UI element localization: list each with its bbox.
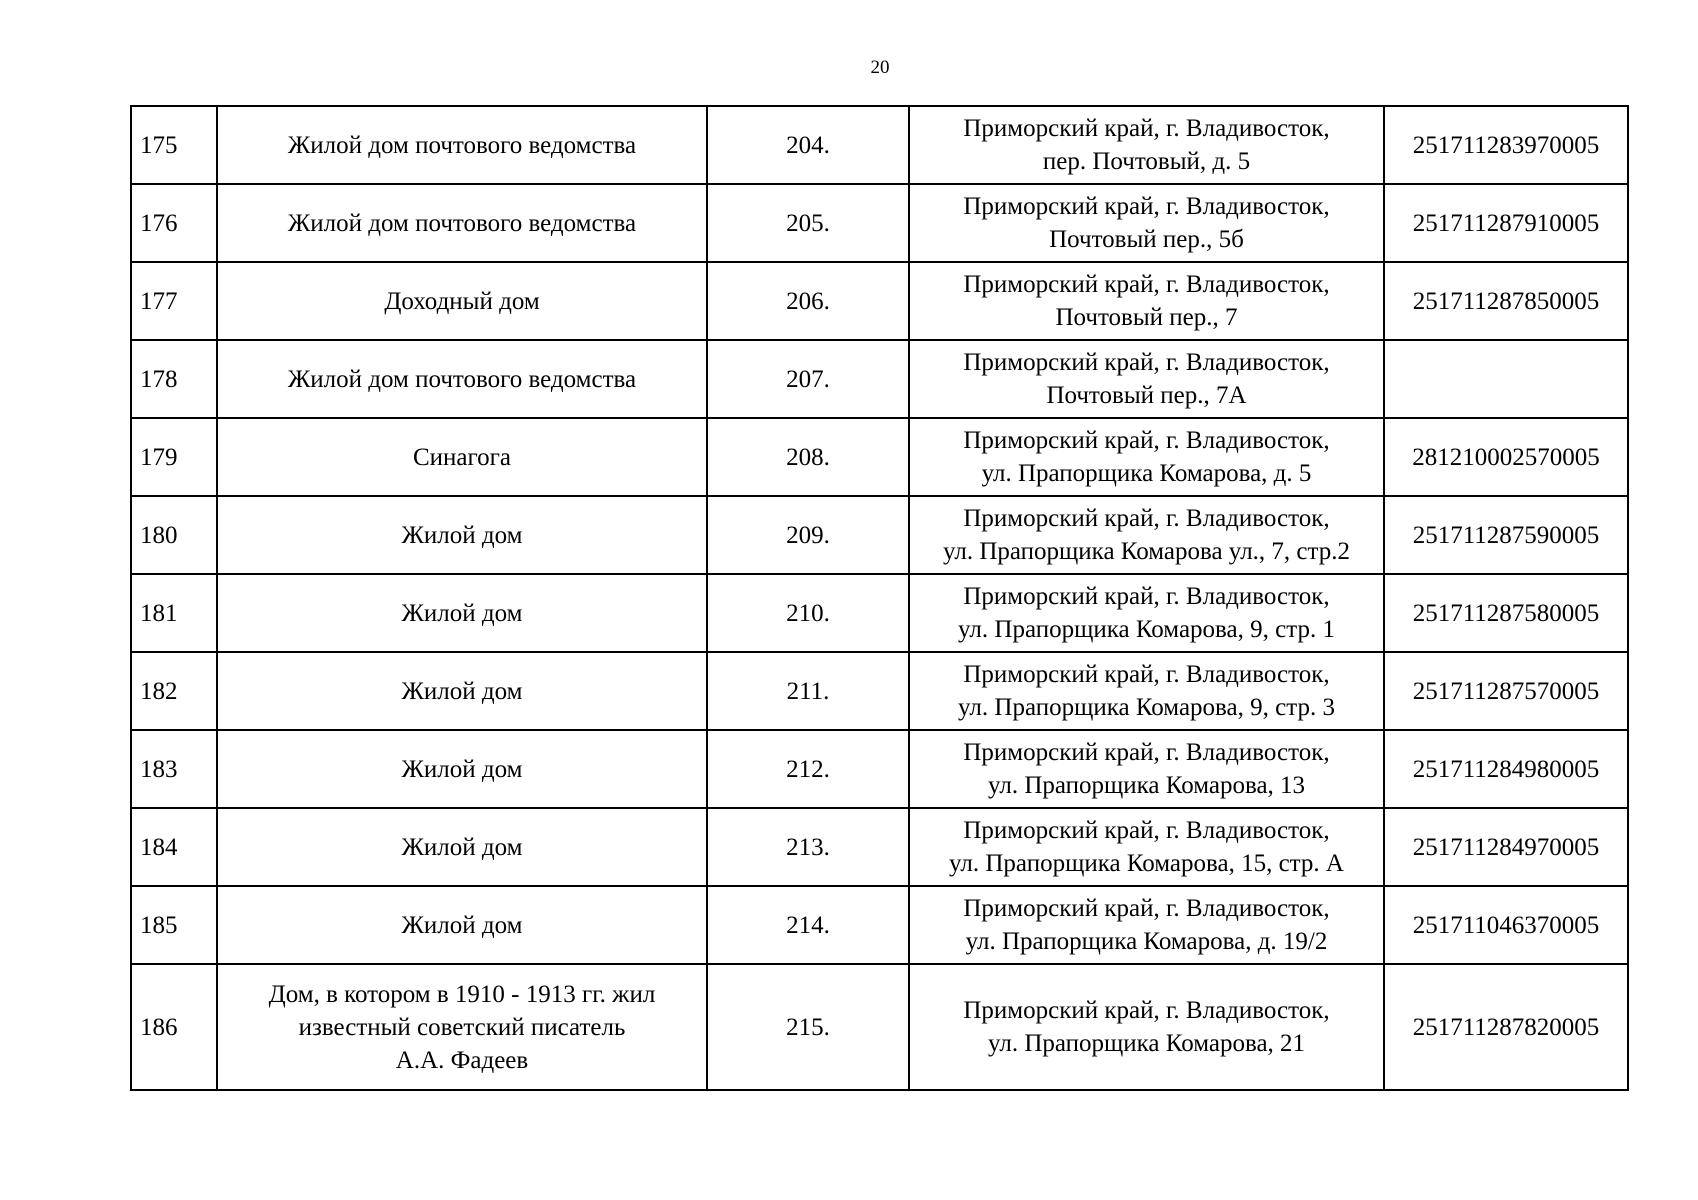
- registry-code-cell: 251711287570005: [1384, 652, 1628, 730]
- page-number: 20: [870, 57, 890, 78]
- address-line: ул. Прапорщика Комарова, 15, стр. А: [949, 850, 1344, 877]
- table-row: [131, 652, 1628, 730]
- table-row: [131, 106, 1628, 184]
- address-line: Приморский край, г. Владивосток,: [963, 115, 1330, 142]
- row-number-cell: 182: [131, 652, 217, 730]
- registry-number-cell: 214.: [707, 886, 909, 964]
- address-line: Приморский край, г. Владивосток,: [963, 271, 1330, 298]
- table-row: [131, 184, 1628, 262]
- table-row: [131, 574, 1628, 652]
- address-line: ул. Прапорщика Комарова, д. 5: [981, 460, 1312, 487]
- registry-number-cell: 206.: [707, 262, 909, 340]
- address-line: ул. Прапорщика Комарова ул., 7, стр.2: [942, 538, 1351, 565]
- object-name-cell: [217, 262, 707, 340]
- registry-code-cell: 251711284970005: [1384, 808, 1628, 886]
- registry-number-cell: 211.: [707, 652, 909, 730]
- address-cell: [909, 808, 1384, 886]
- address-line: Приморский край, г. Владивосток,: [963, 661, 1330, 688]
- object-name-line: Жилой дом почтового ведомства: [287, 365, 637, 393]
- object-name-cell: [217, 574, 707, 652]
- table-row: [131, 496, 1628, 574]
- address-line: ул. Прапорщика Комарова, 9, стр. 1: [958, 616, 1335, 643]
- address-cell: [909, 730, 1384, 808]
- object-name-line: Жилой дом почтового ведомства: [287, 209, 637, 237]
- object-name-cell: [217, 964, 707, 1090]
- object-name-line: Доходный дом: [384, 287, 540, 315]
- object-name-line: А.А. Фадеев: [395, 1046, 529, 1074]
- table-row: [131, 340, 1628, 418]
- object-name-line: Жилой дом: [401, 833, 523, 861]
- address-line: Приморский край, г. Владивосток,: [963, 349, 1330, 376]
- object-name-line: Жилой дом почтового ведомства: [287, 131, 637, 159]
- object-name-cell: [217, 886, 707, 964]
- registry-number-cell: 205.: [707, 184, 909, 262]
- table-row: [131, 964, 1628, 1090]
- address-line: Почтовый пер., 7: [1055, 304, 1238, 331]
- registry-code-cell: 281210002570005: [1384, 418, 1628, 496]
- registry-code-cell: 251711287910005: [1384, 184, 1628, 262]
- address-cell: [909, 964, 1384, 1090]
- table-row: [131, 886, 1628, 964]
- registry-code-cell: [1384, 340, 1628, 418]
- registry-code-cell: 251711284980005: [1384, 730, 1628, 808]
- table-row: [131, 418, 1628, 496]
- address-line: Приморский край, г. Владивосток,: [963, 427, 1330, 454]
- object-name-cell: [217, 340, 707, 418]
- row-number-cell: 181: [131, 574, 217, 652]
- row-number-cell: 178: [131, 340, 217, 418]
- address-line: ул. Прапорщика Комарова, д. 19/2: [965, 928, 1328, 955]
- row-number-cell: 177: [131, 262, 217, 340]
- address-line: ул. Прапорщика Комарова, 21: [987, 1030, 1306, 1057]
- registry-code-cell: 251711046370005: [1384, 886, 1628, 964]
- object-name-cell: [217, 418, 707, 496]
- object-name-line: Жилой дом: [401, 521, 523, 549]
- address-cell: [909, 184, 1384, 262]
- row-number-cell: 184: [131, 808, 217, 886]
- object-name-line: Жилой дом: [401, 599, 523, 627]
- object-name-cell: [217, 808, 707, 886]
- address-cell: [909, 418, 1384, 496]
- registry-number-cell: 212.: [707, 730, 909, 808]
- row-number-cell: 179: [131, 418, 217, 496]
- address-line: Приморский край, г. Владивосток,: [963, 193, 1330, 220]
- object-name-line: Жилой дом: [401, 677, 523, 705]
- table-row: [131, 808, 1628, 886]
- registry-code-cell: 251711283970005: [1384, 106, 1628, 184]
- address-line: Приморский край, г. Владивосток,: [963, 817, 1330, 844]
- registry-code-cell: 251711287850005: [1384, 262, 1628, 340]
- registry-number-cell: 204.: [707, 106, 909, 184]
- address-line: Приморский край, г. Владивосток,: [963, 895, 1330, 922]
- object-name-line: Жилой дом: [401, 755, 523, 783]
- object-name-line: известный советский писатель: [298, 1013, 626, 1041]
- address-line: ул. Прапорщика Комарова, 13: [987, 772, 1306, 799]
- address-cell: [909, 574, 1384, 652]
- address-line: пер. Почтовый, д. 5: [1042, 148, 1251, 175]
- address-line: Почтовый пер., 5б: [1049, 226, 1244, 253]
- registry-number-cell: 210.: [707, 574, 909, 652]
- registry-number-cell: 209.: [707, 496, 909, 574]
- address-cell: [909, 340, 1384, 418]
- registry-code-cell: 251711287590005: [1384, 496, 1628, 574]
- address-cell: [909, 106, 1384, 184]
- row-number-cell: 183: [131, 730, 217, 808]
- registry-number-cell: 215.: [707, 964, 909, 1090]
- address-line: Приморский край, г. Владивосток,: [963, 739, 1330, 766]
- registry-number-cell: 208.: [707, 418, 909, 496]
- address-line: Приморский край, г. Владивосток,: [963, 505, 1330, 532]
- object-name-cell: [217, 496, 707, 574]
- table-row: [131, 730, 1628, 808]
- object-name-cell: [217, 730, 707, 808]
- object-name-cell: [217, 652, 707, 730]
- row-number-cell: 180: [131, 496, 217, 574]
- row-number-cell: 185: [131, 886, 217, 964]
- object-name-line: Синагога: [412, 443, 511, 471]
- object-name-cell: [217, 184, 707, 262]
- address-line: Почтовый пер., 7А: [1046, 382, 1247, 409]
- address-line: ул. Прапорщика Комарова, 9, стр. 3: [958, 694, 1335, 721]
- address-line: Приморский край, г. Владивосток,: [963, 583, 1330, 610]
- registry-code-cell: 251711287580005: [1384, 574, 1628, 652]
- table-row: [131, 262, 1628, 340]
- heritage-registry-table: [130, 105, 1629, 1091]
- address-cell: [909, 886, 1384, 964]
- registry-code-cell: 251711287820005: [1384, 964, 1628, 1090]
- object-name-cell: [217, 106, 707, 184]
- registry-number-cell: 207.: [707, 340, 909, 418]
- registry-number-cell: 213.: [707, 808, 909, 886]
- address-line: Приморский край, г. Владивосток,: [963, 997, 1330, 1024]
- address-cell: [909, 652, 1384, 730]
- object-name-line: Дом, в котором в 1910 - 1913 гг. жил: [268, 980, 656, 1008]
- address-cell: [909, 262, 1384, 340]
- object-name-line: Жилой дом: [401, 911, 523, 939]
- address-cell: [909, 496, 1384, 574]
- row-number-cell: 186: [131, 964, 217, 1090]
- row-number-cell: 176: [131, 184, 217, 262]
- row-number-cell: 175: [131, 106, 217, 184]
